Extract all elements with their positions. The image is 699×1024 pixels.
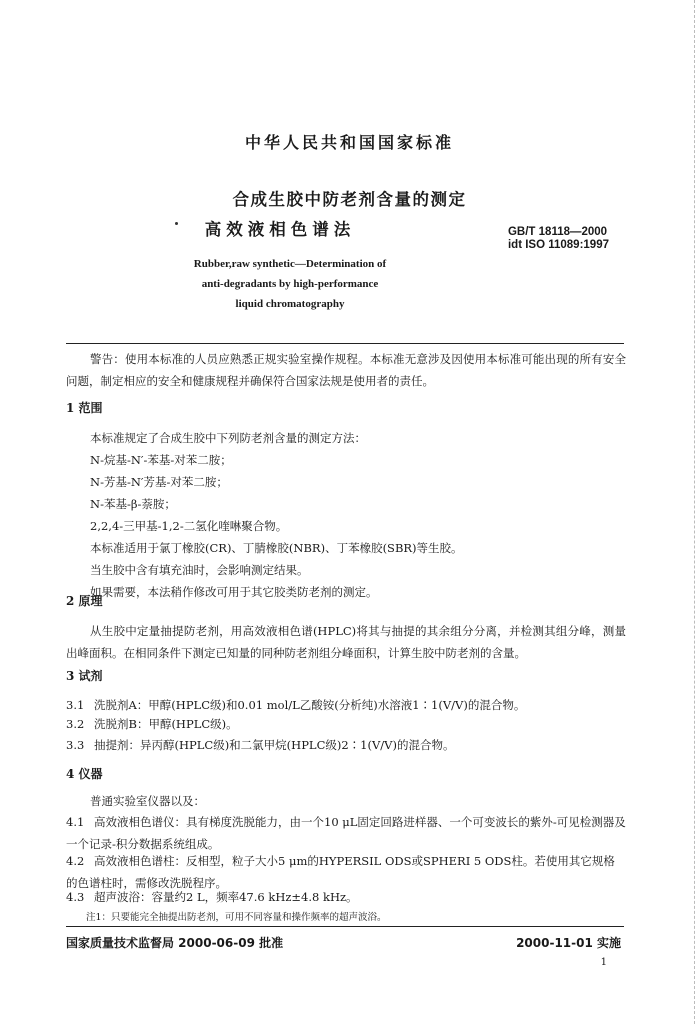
- list-item: N-烷基-N′-苯基-对苯二胺；: [90, 453, 232, 467]
- section-1-heading: 1 范围: [66, 401, 103, 415]
- standard-code-block: [508, 226, 609, 252]
- section-4-heading: 4 仪器: [66, 767, 103, 781]
- section-2-paragraph: 从生胶中定量抽提防老剂，用高效液相色谱(HPLC)将其与抽提的其余组分分离，并检测其组分峰，测量出峰面积。在相同条件下测定已知量的同种防老剂组分峰面积，计算生胶中防老剂的含量。: [66, 624, 626, 660]
- title-en-line: liquid chromatography: [235, 298, 345, 310]
- clause-4-1: [66, 811, 626, 855]
- document-title-en: [140, 254, 440, 314]
- approval-date: 国家质量技术监督局 2000-06-09 批准: [66, 936, 284, 950]
- header-rule: [66, 343, 624, 344]
- clause-number: 4.3: [66, 890, 85, 904]
- title-en-line: anti-degradants by high-performance: [201, 278, 379, 290]
- list-item: N-苯基-β-萘胺；: [90, 497, 176, 511]
- clause-3-3: [66, 734, 626, 756]
- national-standard-label: 中华人民共和国国家标准: [244, 133, 454, 152]
- clause-number: 3.2: [66, 717, 85, 731]
- idt-reference: idt ISO 11089:1997: [507, 239, 609, 251]
- scan-margin-line: [694, 0, 695, 1024]
- list-item: N-芳基-N′芳基-对苯二胺；: [90, 475, 228, 489]
- clause-text: 洗脱剂B：甲醇(HPLC级)。: [94, 717, 238, 731]
- list-item: 如果需要，本法稍作修改可用于其它胶类防老剂的测定。: [90, 585, 378, 599]
- clause-text: 超声波浴：容量约2 L，频率47.6 kHz±4.8 kHz。: [94, 890, 358, 904]
- clause-text: 抽提剂：异丙醇(HPLC级)和二氯甲烷(HPLC级)2∶1(V/V)的混合物。: [94, 738, 455, 752]
- title-en-line: Rubber,raw synthetic—Determination of: [193, 258, 387, 270]
- standard-number: GB/T 18118—2000: [507, 226, 608, 238]
- warning-paragraph: 警告：使用本标准的人员应熟悉正规实验室操作规程。本标准无意涉及因使用本标准可能出现的所有安全问题，制定相应的安全和健康规程并确保符合国家法规是使用者的责任。: [66, 352, 626, 388]
- clause-text: 洗脱剂A：甲醇(HPLC级)和0.01 mol/L乙酸铵(分析纯)水溶液1∶1(V/V)的混合物。: [94, 698, 526, 712]
- footer-rule: [66, 926, 624, 927]
- note-1: 注1：只要能完全抽提出防老剂，可用不同容量和操作频率的超声波浴。: [86, 912, 387, 923]
- section-3-heading: 3 试剂: [66, 669, 103, 683]
- clause-number: 4.1: [66, 815, 85, 829]
- implementation-date: 2000-11-01 实施: [516, 936, 621, 950]
- clause-4-3: [66, 886, 626, 908]
- clause-3-2: [66, 713, 626, 735]
- page-number: 1: [600, 957, 607, 968]
- list-item: 本标准适用于氯丁橡胶(CR)、丁腈橡胶(NBR)、丁苯橡胶(SBR)等生胶。: [90, 541, 463, 555]
- list-item: 2,2,4-三甲基-1,2-二氢化喹啉聚合物。: [90, 519, 288, 533]
- document-title-cn: 合成生胶中防老剂含量的测定: [232, 190, 467, 209]
- section-4-intro: 普通实验室仪器以及：: [90, 794, 205, 808]
- clause-number: 4.2: [66, 854, 85, 868]
- list-item: 当生胶中含有填充油时，会影响测定结果。: [90, 563, 309, 577]
- section-1-body: [90, 427, 625, 603]
- document-subtitle-cn: 高效液相色谱法: [204, 220, 356, 239]
- section-1-intro: 本标准规定了合成生胶中下列防老剂含量的测定方法：: [90, 431, 366, 445]
- clause-number: 3.1: [66, 698, 85, 712]
- clause-number: 3.3: [66, 738, 85, 752]
- clause-text: 高效液相色谱仪：具有梯度洗脱能力，由一个10 μL固定回路进样器、一个可变波长的紫外-可见检测器及一个记录-积分数据系统组成。: [66, 815, 626, 851]
- section-2-heading: 2 原理: [66, 594, 103, 608]
- clause-text: 高效液相色谱柱：反相型，粒子大小5 μm的HYPERSIL ODS或SPHERI 5 ODS柱。若使用其它规格的色谱柱时，需修改洗脱程序。: [66, 854, 615, 890]
